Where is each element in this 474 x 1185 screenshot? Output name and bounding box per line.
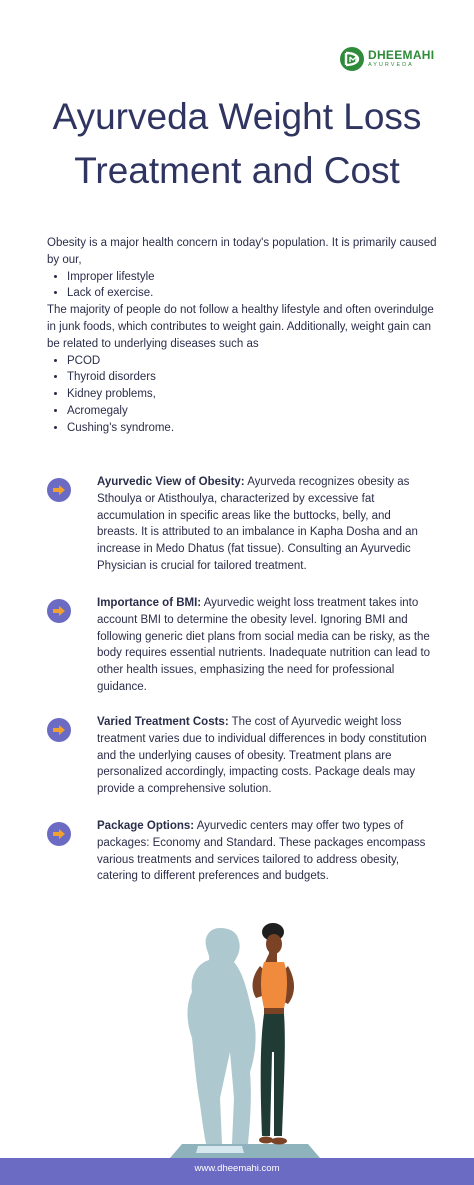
point-text bbox=[97, 474, 432, 575]
point-heading: Package Options: bbox=[97, 820, 195, 832]
diseases-list bbox=[47, 353, 437, 437]
list-item: • Thyroid disorders bbox=[67, 369, 437, 386]
point-text bbox=[97, 818, 432, 885]
causes-list bbox=[47, 269, 437, 303]
point-heading: Importance of BMI: bbox=[97, 597, 202, 609]
intro-paragraph: The majority of people do not follow a healthy lifestyle and often overindulge in junk foods, which contributes to weight gain. Additionally, weight gain can be related to underlying diseases such as bbox=[47, 304, 434, 350]
point-body: The cost of Ayurvedic weight loss treatment varies due to individual differences in body constitution and the underlying causes of obesity. Treatment plans are personalized accordingly, impacting costs. Package deals may provide a comprehensive solution. bbox=[97, 716, 427, 796]
list-item: • Cushing's syndrome. bbox=[67, 420, 437, 437]
page-title bbox=[0, 90, 474, 198]
logo-icon bbox=[339, 46, 365, 72]
point-heading: Varied Treatment Costs: bbox=[97, 716, 229, 728]
list-item: • PCOD bbox=[67, 353, 437, 370]
point-costs bbox=[47, 714, 432, 798]
list-item: • Lack of exercise. bbox=[67, 285, 437, 302]
weight-loss-illustration bbox=[160, 922, 330, 1162]
arrow-icon bbox=[47, 599, 71, 623]
point-packages bbox=[47, 818, 432, 885]
point-bmi bbox=[47, 595, 432, 696]
title-line-1: Ayurveda Weight Loss bbox=[52, 96, 422, 137]
point-obesity-view bbox=[47, 474, 432, 575]
arrow-icon bbox=[47, 822, 71, 846]
arrow-icon bbox=[47, 478, 71, 502]
brand-name: DHEEMAHI bbox=[368, 48, 435, 63]
footer-website-link[interactable]: www.dheemahi.com bbox=[194, 1163, 280, 1174]
arrow-icon bbox=[47, 718, 71, 742]
brand-subtitle: AYURVEDA bbox=[368, 62, 414, 69]
brand-logo[interactable] bbox=[339, 46, 434, 72]
title-line-2: Treatment and Cost bbox=[74, 150, 400, 191]
footer-bar bbox=[0, 1158, 474, 1185]
point-text bbox=[97, 714, 432, 798]
point-body: Ayurvedic weight loss treatment takes into account BMI to determine the obesity level. Ignoring BMI and following generic diet plans from social media can be risky, as the body requires essential nutrients. Inadequate nutrition can lead to other health issues, emphasizing the need for professional guidance. bbox=[97, 597, 431, 693]
point-heading: Ayurvedic View of Obesity: bbox=[97, 476, 245, 488]
point-text bbox=[97, 595, 432, 696]
point-body: Ayurveda recognizes obesity as Sthoulya or Atisthoulya, characterized by excessive fat accumulation in specific areas like the buttocks, belly, and breasts. It is attributed to an imbalance in Kapha Dosha and an increase in Medo Dhatus (fat tissue). Consulting an Ayurvedic Physician is crucial for tailored treatment. bbox=[97, 476, 418, 572]
intro-paragraph: Obesity is a major health concern in today's population. It is primarily caused by our, bbox=[47, 237, 437, 266]
intro-section bbox=[47, 235, 437, 437]
list-item: • Acromegaly bbox=[67, 403, 437, 420]
point-body: Ayurvedic centers may offer two types of packages: Economy and Standard. These packages encompass various treatments and services tailored to address obesity, catering to different preferences and budgets. bbox=[97, 820, 426, 883]
list-item: • Improper lifestyle bbox=[67, 269, 437, 286]
list-item: • Kidney problems, bbox=[67, 386, 437, 403]
